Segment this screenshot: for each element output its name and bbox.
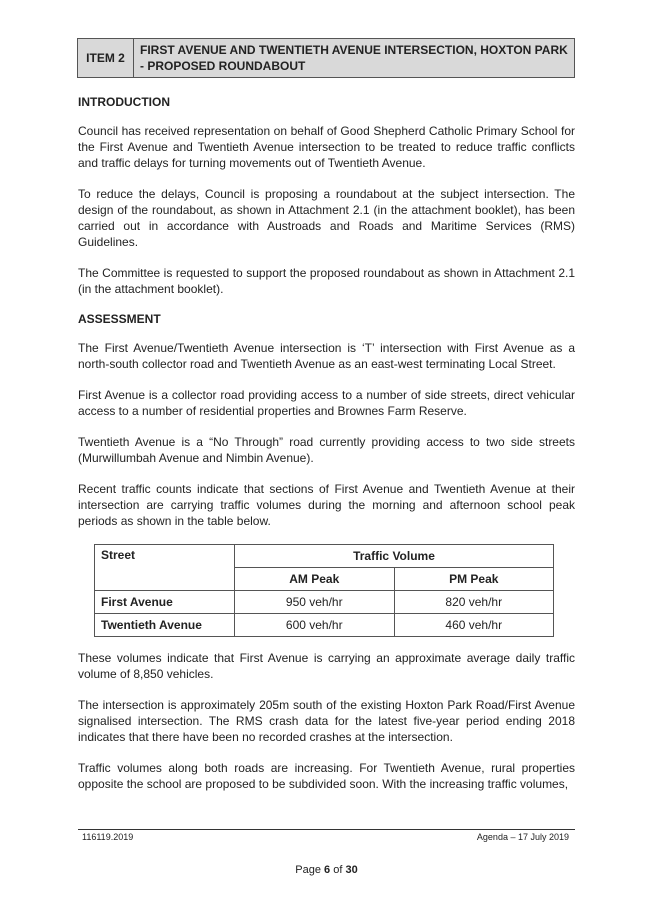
item-header bbox=[77, 38, 575, 78]
assessment-paragraph: The intersection is approximately 205m south of the existing Hoxton Park Road/First Avenue signalised intersection. The RMS crash data for the latest five-year period ending 2018 indicates that there have been no recorded crashes at the intersection. bbox=[78, 698, 575, 744]
row-street: Twentieth Avenue bbox=[95, 614, 235, 637]
row-pm: 460 veh/hr bbox=[394, 614, 554, 637]
header-traffic-volume: Traffic Volume bbox=[235, 545, 554, 568]
introduction-heading: INTRODUCTION bbox=[78, 95, 170, 109]
intro-paragraph: To reduce the delays, Council is proposing a roundabout at the subject intersection. The design of the roundabout, as shown in Attachment 2.1 (in the attachment booklet), has been carried out in accordance with Austroads and Roads and Maritime Services (RMS) Guidelines. bbox=[78, 187, 575, 249]
footer-divider bbox=[78, 829, 575, 830]
assessment-paragraph: The First Avenue/Twentieth Avenue intersection is ‘T’ intersection with First Avenue as a north-south collector road and Twentieth Avenue as an east-west terminating Local Street. bbox=[78, 341, 575, 371]
row-am: 950 veh/hr bbox=[235, 591, 395, 614]
footer-reference: 116119.2019 bbox=[82, 832, 134, 842]
assessment-paragraph: Twentieth Avenue is a “No Through” road currently providing access to two side streets (Murwillumbah Avenue and Nimbin Avenue). bbox=[78, 435, 575, 465]
page-current: 6 bbox=[324, 864, 331, 876]
assessment-paragraph: These volumes indicate that First Avenue is carrying an approximate average daily traffic volume of 8,850 vehicles. bbox=[78, 651, 575, 681]
header-pm-peak: PM Peak bbox=[394, 568, 554, 591]
assessment-paragraph: Traffic volumes along both roads are increasing. For Twentieth Avenue, rural properties opposite the school are proposed to be subdivided soon. With the increasing traffic volumes, bbox=[78, 761, 575, 791]
table-row bbox=[95, 591, 554, 614]
assessment-paragraph: Recent traffic counts indicate that sections of First Avenue and Twentieth Avenue at their intersection are carrying traffic volumes during the morning and afternoon school peak periods as shown in the table below. bbox=[78, 482, 575, 528]
intro-paragraph: Council has received representation on behalf of Good Shepherd Catholic Primary School for the First Avenue and Twentieth Avenue intersection to be treated to reduce traffic conflicts and traffic delays for turning movements out of Twentieth Avenue. bbox=[78, 124, 575, 170]
item-label: ITEM 2 bbox=[78, 39, 134, 77]
page-total: 30 bbox=[345, 864, 358, 876]
row-pm: 820 veh/hr bbox=[394, 591, 554, 614]
document-body bbox=[78, 95, 575, 807]
traffic-volume-table bbox=[94, 544, 554, 637]
page-prefix: Page bbox=[295, 864, 321, 876]
row-street: First Avenue bbox=[95, 591, 235, 614]
item-title: FIRST AVENUE AND TWENTIETH AVENUE INTERSECTION, HOXTON PARK - PROPOSED ROUNDABOUT bbox=[140, 43, 568, 73]
page-of: of bbox=[333, 864, 343, 876]
table-row bbox=[95, 614, 554, 637]
header-street: Street bbox=[95, 545, 235, 591]
assessment-heading: ASSESSMENT bbox=[78, 312, 161, 326]
row-am: 600 veh/hr bbox=[235, 614, 395, 637]
intro-paragraph: The Committee is requested to support the proposed roundabout as shown in Attachment 2.1 (in the attachment booklet). bbox=[78, 266, 575, 296]
page-number bbox=[0, 864, 653, 876]
header-am-peak: AM Peak bbox=[235, 568, 395, 591]
footer-agenda-date: Agenda – 17 July 2019 bbox=[476, 832, 569, 842]
assessment-paragraph: First Avenue is a collector road providing access to a number of side streets, direct vehicular access to a number of residential properties and Brownes Farm Reserve. bbox=[78, 388, 575, 418]
